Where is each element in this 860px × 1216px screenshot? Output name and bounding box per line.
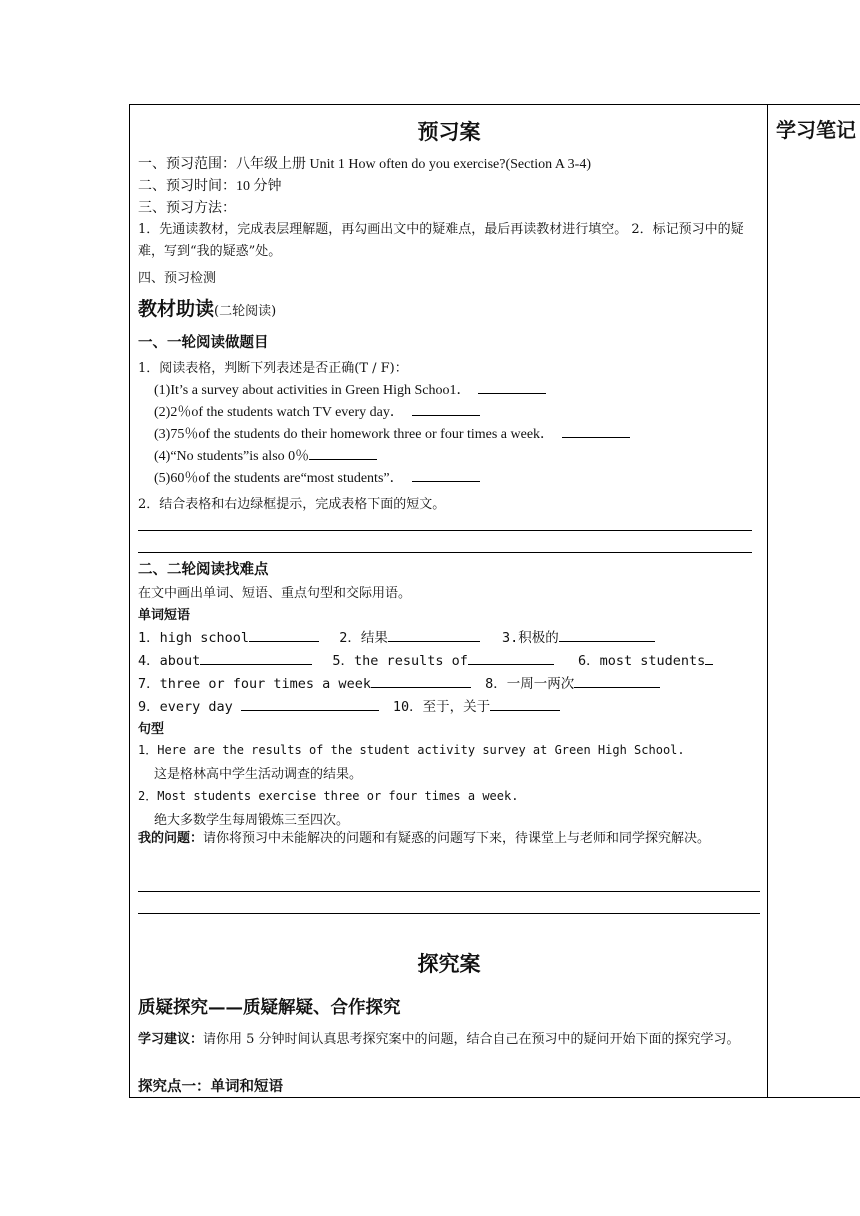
- explore-point-1: 探究点一：单词和短语: [138, 1078, 283, 1095]
- answer-blank[interactable]: [371, 674, 471, 688]
- q2-text: 2．结合表格和右边绿框提示，完成表格下面的短文。: [138, 497, 446, 512]
- my-question: [138, 828, 760, 850]
- words-row-2: [138, 649, 713, 669]
- word-item: 10．至于，关于: [392, 699, 491, 715]
- writing-line[interactable]: [138, 552, 752, 553]
- answer-blank[interactable]: [705, 651, 713, 665]
- answer-blank[interactable]: [468, 651, 554, 665]
- sentence-zh: 绝大多数学生每周锻炼三至四次。: [154, 813, 350, 828]
- answer-blank[interactable]: [241, 697, 379, 711]
- notes-column-title: 学习笔记: [776, 118, 856, 142]
- reading-subheading: (二轮阅读): [214, 304, 277, 319]
- tf-item: [154, 423, 630, 443]
- writing-line[interactable]: [138, 913, 760, 914]
- word-item: 4．about: [138, 653, 201, 669]
- my-question-text: 请你将预习中未能解决的问题和有疑惑的问题写下来，待课堂上与老师和同学探究解决。: [203, 831, 711, 846]
- preview-check-heading: 四、预习检测: [138, 271, 217, 286]
- answer-blank[interactable]: [309, 446, 377, 460]
- preview-method-text: 1．先通读教材，完成表层理解题，再勾画出文中的疑难点，最后再读教材进行填空。 2．标记预习中的疑难，写到“我的疑惑”处。: [138, 222, 744, 259]
- answer-blank[interactable]: [562, 424, 630, 438]
- tf-item: [154, 401, 480, 421]
- writing-line[interactable]: [138, 530, 752, 531]
- study-advice-label: 学习建议：: [138, 1032, 204, 1047]
- word-item: 6．most students: [577, 653, 706, 669]
- tf-item-text: (3)75％of the students do their homework three or four times a week．: [154, 427, 555, 442]
- sentence-zh: 这是格林高中学生活动调查的结果。: [154, 767, 363, 782]
- reading-heading: 教材助读: [138, 298, 215, 320]
- words-row-3: [138, 672, 660, 692]
- answer-blank[interactable]: [200, 651, 312, 665]
- explore-heading: 质疑探究——质疑解疑、合作探究: [138, 998, 401, 1018]
- round2-heading: 二、二轮阅读找难点: [138, 561, 269, 578]
- tf-item-text: (2)2％of the students watch TV every day．: [154, 405, 404, 420]
- study-advice-text: 请你用 5 分钟时间认真思考探究案中的问题，结合自己在预习中的疑问开始下面的探究学习。: [203, 1032, 740, 1047]
- words-heading: 单词短语: [138, 608, 191, 623]
- word-item: 1．high school: [138, 630, 250, 646]
- words-row-1: [138, 626, 655, 646]
- q1-intro: 1．阅读表格，判断下列表述是否正确(T / F)：: [138, 361, 408, 376]
- answer-blank[interactable]: [574, 674, 660, 688]
- my-question-label: 我的问题：: [138, 831, 204, 846]
- explore-title: 探究案: [417, 951, 481, 976]
- answer-blank[interactable]: [412, 402, 480, 416]
- preview-time: 二、预习时间：10 分钟: [138, 179, 282, 194]
- answer-blank[interactable]: [388, 628, 480, 642]
- words-row-4: [138, 695, 560, 715]
- sentence-en: 2．Most students exercise three or four times a week.: [138, 789, 519, 803]
- sentence-heading: 句型: [138, 722, 165, 737]
- word-item: 2．结果: [339, 630, 388, 646]
- tf-item-text: (4)“No students”is also 0％: [154, 449, 310, 464]
- tf-item-text: (1)It’s a survey about activities in Green High Schoo1．: [154, 383, 471, 398]
- tf-item-text: (5)60％of the students are“most students”．: [154, 471, 404, 486]
- answer-blank[interactable]: [478, 380, 546, 394]
- tf-item: [154, 445, 377, 465]
- round2-text: 在文中画出单词、短语、重点句型和交际用语。: [138, 586, 412, 601]
- reading-heading-line: [138, 294, 276, 321]
- study-advice: [138, 1029, 760, 1051]
- word-item: 7．three or four times a week: [138, 676, 371, 692]
- word-item: 8．一周一两次: [485, 676, 575, 692]
- tf-item: [154, 379, 546, 399]
- sentence-en: 1．Here are the results of the student activity survey at Green High School.: [138, 743, 685, 757]
- word-item: 9．every day: [138, 699, 233, 715]
- preview-method-heading: 三、预习方法：: [138, 201, 236, 216]
- word-item: 3.积极的: [501, 630, 559, 646]
- answer-blank[interactable]: [412, 468, 480, 482]
- preview-scope: 一、预习范围：八年级上册 Unit 1 How often do you exercise?(Section A 3-4): [138, 157, 591, 172]
- writing-line[interactable]: [138, 891, 760, 892]
- word-item: 5．the results of: [332, 653, 468, 669]
- answer-blank[interactable]: [490, 697, 560, 711]
- answer-blank[interactable]: [559, 628, 655, 642]
- column-divider: [767, 104, 768, 1097]
- preview-title: 预习案: [417, 119, 481, 144]
- tf-item: [154, 467, 480, 487]
- round1-heading: 一、一轮阅读做题目: [138, 334, 269, 351]
- answer-blank[interactable]: [249, 628, 319, 642]
